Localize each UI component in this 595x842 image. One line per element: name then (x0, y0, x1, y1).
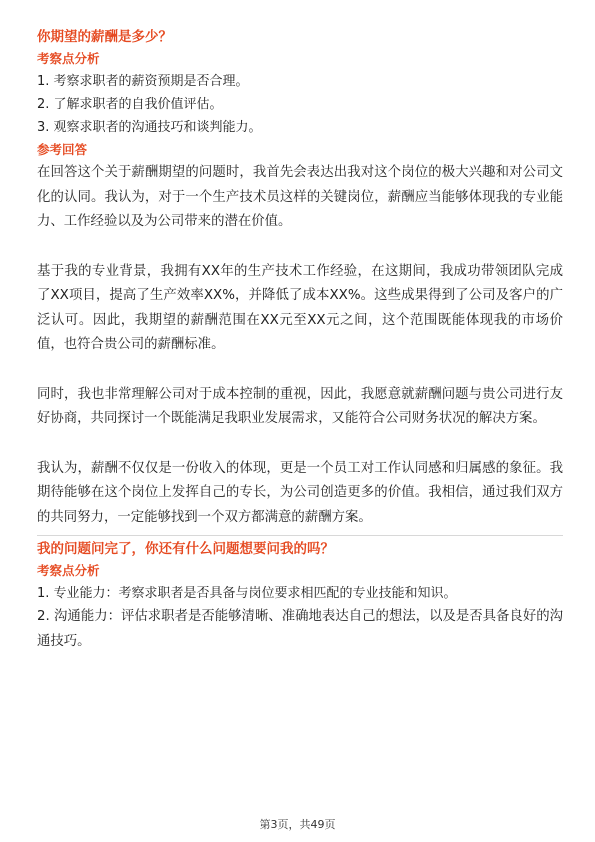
analysis-item: 2. 了解求职者的自我价值评估。 (37, 97, 223, 112)
question-title: 你期望的薪酬是多少？ (37, 29, 172, 45)
analysis-item: 1. 专业能力：考察求职者是否具备与岗位要求相匹配的专业技能和知识。 (37, 586, 457, 601)
answer-paragraph: 在回答这个关于薪酬期望的问题时，我首先会表达出我对这个岗位的极大兴趣和对公司文化的认同。我认为，对于一个生产技术员这样的关键岗位，薪酬应当能够体现我的专业能力、工作经验以及为公司带来的潜在价值。 (37, 165, 563, 229)
document-page (37, 26, 563, 654)
analysis-heading: 考察点分析 (37, 563, 100, 578)
paragraph-spacer (37, 432, 563, 457)
question-title: 我的问题问完了，你还有什么问题想要问我的吗？ (37, 541, 334, 557)
analysis-item: 2. 沟通能力：评估求职者是否能够清晰、准确地表达自己的想法，以及是否具备良好的沟通技巧。 (37, 609, 563, 649)
answer-paragraph: 基于我的专业背景，我拥有XX年的生产技术工作经验，在这期间，我成功带领团队完成了XX项目，提高了生产效率XX%，并降低了成本XX%。这些成果得到了公司及客户的广泛认可。因此，我期望的薪酬范围在XX元至XX元之间，这个范围既能体现我的市场价值，也符合贵公司的薪酬标准。 (37, 263, 563, 352)
analysis-item: 1. 考察求职者的薪资预期是否合理。 (37, 74, 249, 89)
answer-heading: 参考回答 (37, 142, 88, 157)
answer-paragraph: 我认为，薪酬不仅仅是一份收入的体现，更是一个员工对工作认同感和归属感的象征。我期待能够在这个岗位上发挥自己的专长，为公司创造更多的价值。我相信，通过我们双方的共同努力，一定能够找到一个双方都满意的薪酬方案。 (37, 460, 563, 525)
section-divider (37, 535, 563, 536)
answer-paragraph: 同时，我也非常理解公司对于成本控制的重视，因此，我愿意就薪酬问题与贵公司进行友好协商，共同探讨一个既能满足我职业发展需求，又能符合公司财务状况的解决方案。 (37, 386, 563, 426)
paragraph-spacer (37, 358, 563, 383)
page-footer: 第3页，共49页 (259, 818, 336, 831)
analysis-heading: 考察点分析 (37, 51, 100, 66)
paragraph-spacer (37, 235, 563, 260)
analysis-item: 3. 观察求职者的沟通技巧和谈判能力。 (37, 120, 262, 135)
